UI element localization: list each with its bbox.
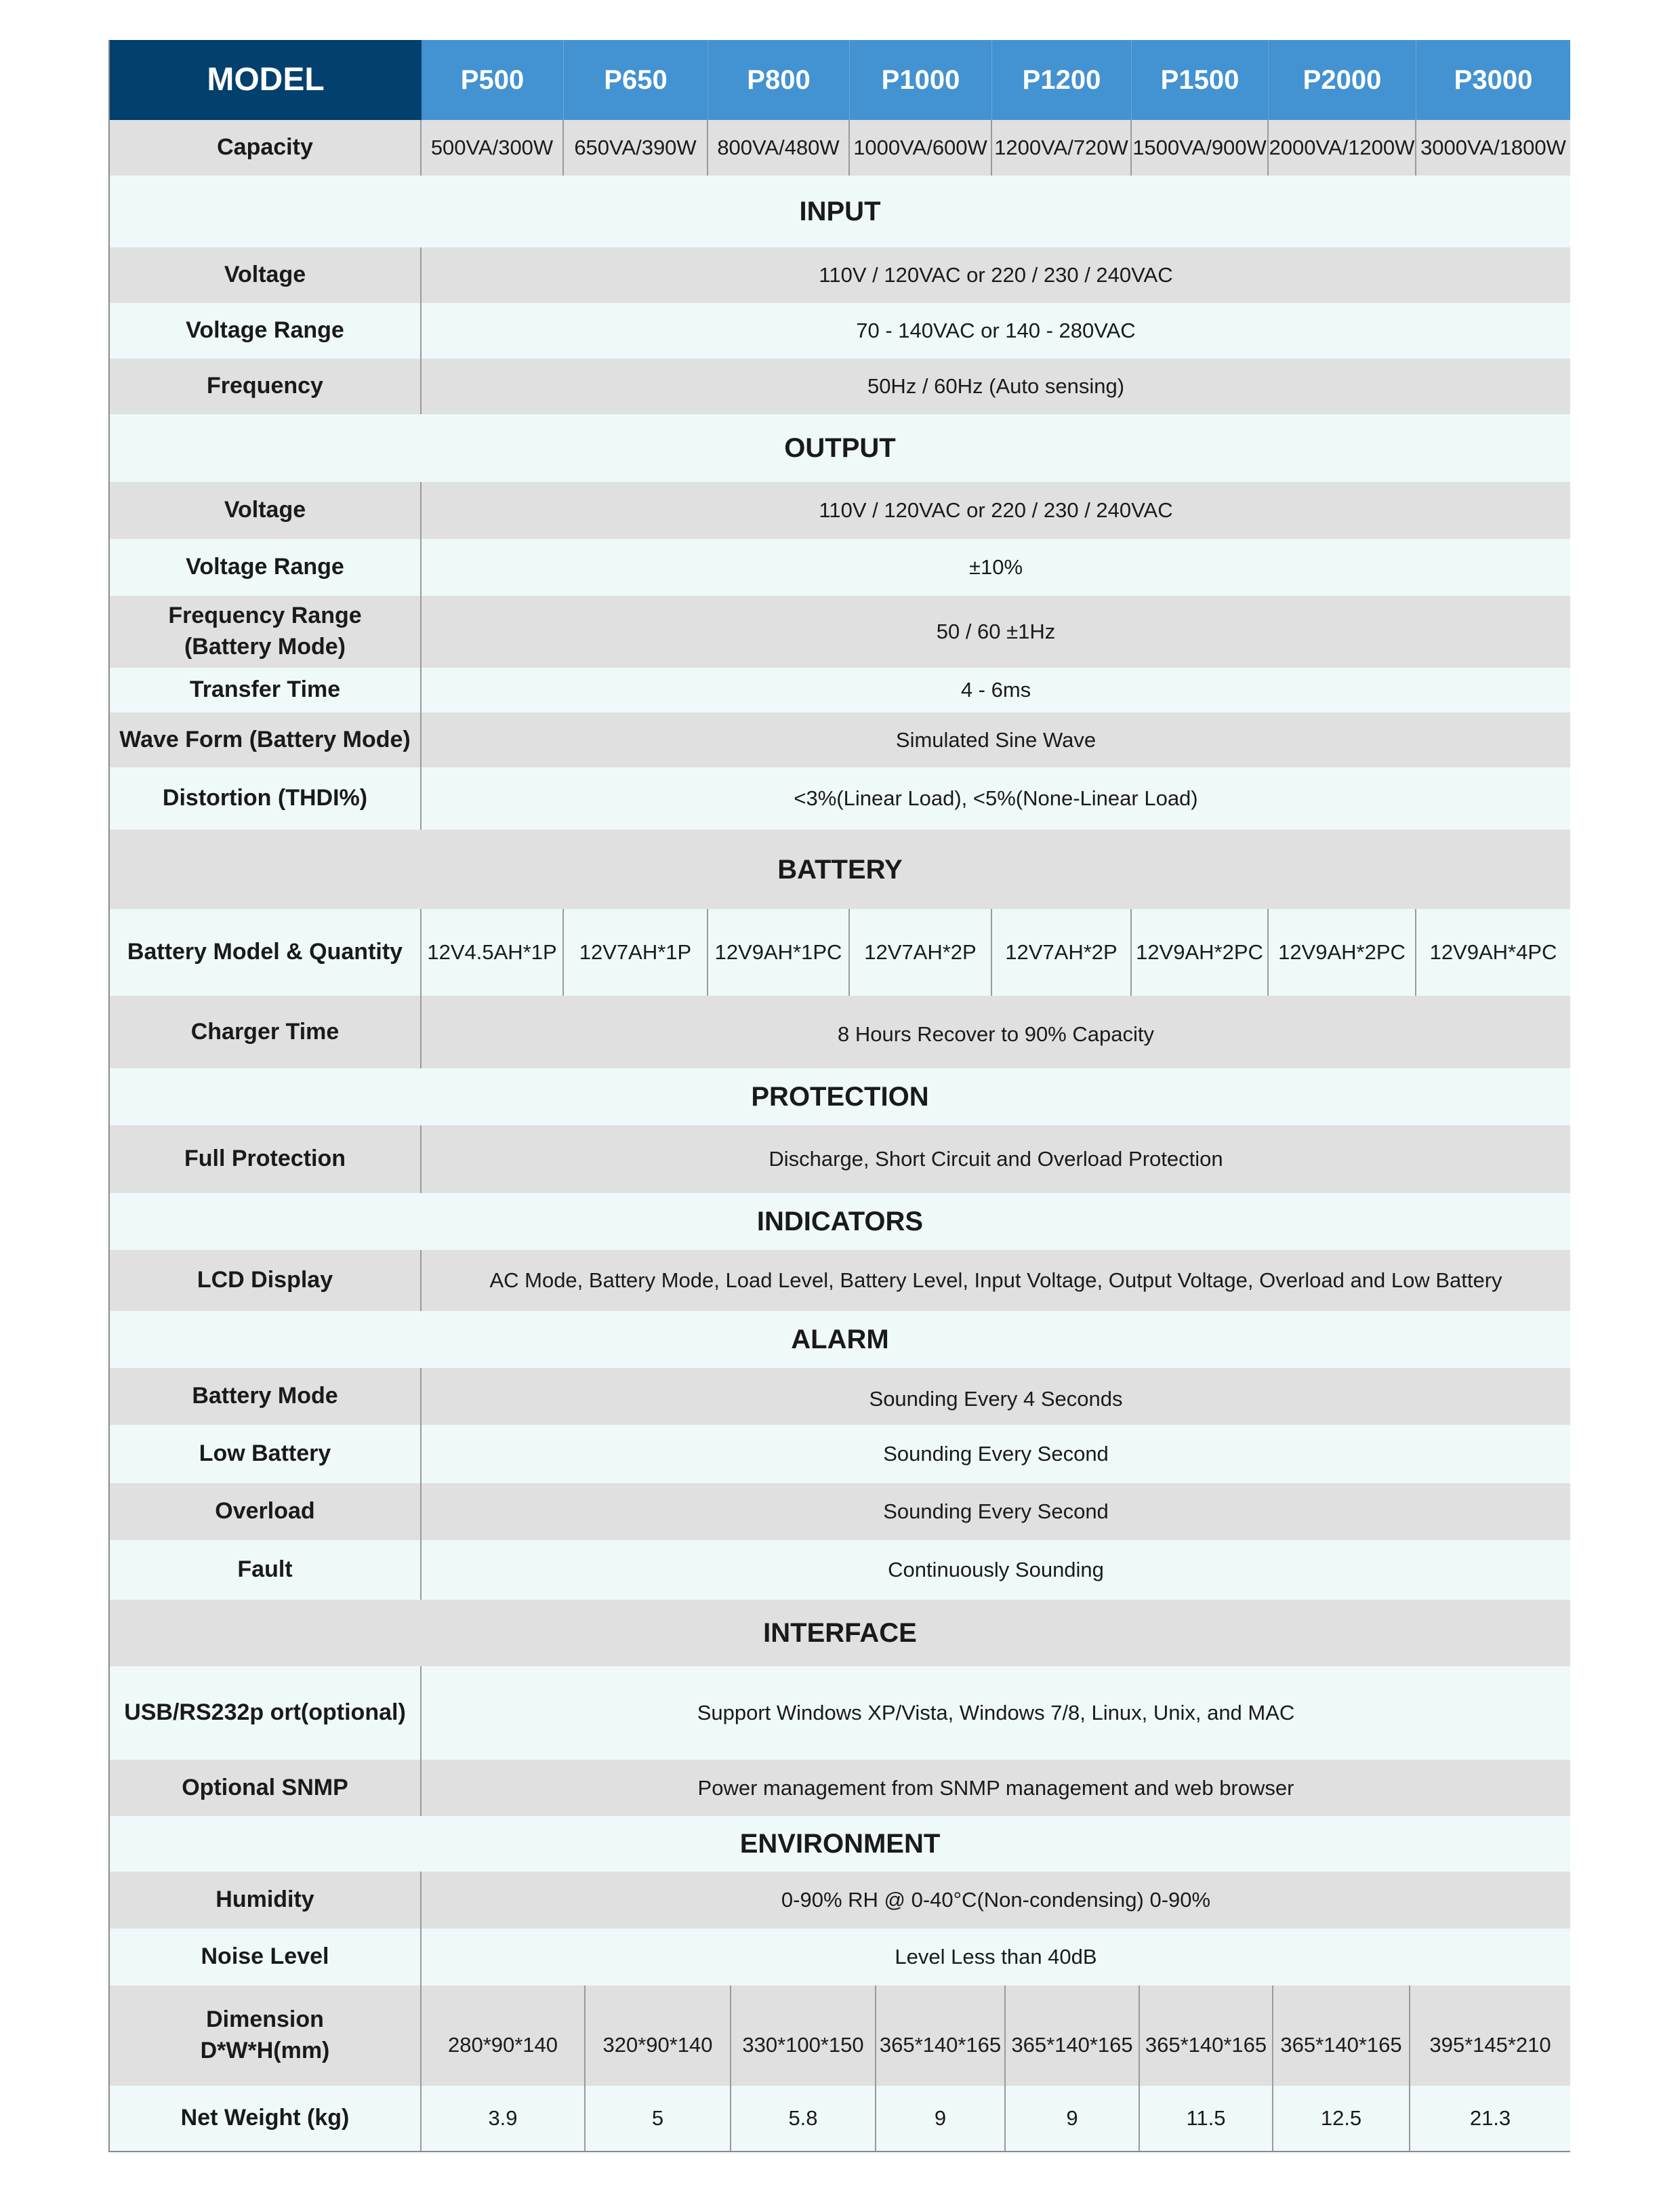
row-label: Frequency [110,359,422,414]
row-value: <3%(Linear Load), <5%(None-Linear Load) [794,786,1198,811]
battery-value: 12V7AH*2P [850,909,992,996]
row-label: Transfer Time [110,668,422,712]
section-protection [110,1068,1570,1125]
row-label: Low Battery [110,1425,422,1483]
row-label-line1: Frequency Range [168,603,362,629]
weight-row [110,2086,1570,2151]
spec-row [110,668,1570,712]
weight-value: 9 [876,2086,1006,2151]
section-title: ALARM [791,1325,889,1354]
row-value: Sounding Every Second [883,1442,1109,1466]
row-label: Full Protection [110,1125,422,1193]
row-label-line1: Dimension [206,2006,324,2033]
spec-row [110,1872,1570,1929]
spec-row [110,1125,1570,1193]
row-label: Fault [110,1540,422,1600]
weight-value: 5.8 [731,2086,876,2151]
row-value: Support Windows XP/Vista, Windows 7/8, Linux, Unix, and MAC [697,1701,1295,1725]
battery-model-row [110,909,1570,996]
model-name: P650 [564,40,708,120]
battery-value: 12V9AH*2PC [1132,909,1269,996]
spec-row [110,1250,1570,1311]
spec-row [110,596,1570,668]
section-output [110,414,1570,482]
row-label [110,596,422,668]
row-value: Level Less than 40dB [895,1945,1097,1969]
row-value: AC Mode, Battery Mode, Load Level, Battery Level, Input Voltage, Output Voltage, Overload and Low Battery [489,1268,1502,1293]
capacity-value: 2000VA/1200W [1269,120,1416,176]
section-title: INDICATORS [756,1207,924,1236]
row-label: Humidity [110,1872,422,1929]
row-value: Sounding Every Second [883,1499,1109,1524]
row-label: Voltage Range [110,539,422,596]
section-input [110,176,1570,247]
model-name: P1500 [1132,40,1269,120]
weight-value: 5 [586,2086,731,2151]
dimension-value: 365*140*165 [1140,1985,1273,2086]
section-battery [110,830,1570,909]
section-title: INPUT [799,197,881,226]
spec-row [110,712,1570,767]
spec-row [110,1368,1570,1425]
model-header-label: MODEL [110,40,422,120]
spec-row [110,1929,1570,1985]
row-label: Wave Form (Battery Mode) [110,712,422,767]
row-value: 110V / 120VAC or 220 / 230 / 240VAC [819,263,1173,287]
row-label: Overload [110,1483,422,1540]
section-title: BATTERY [777,854,903,885]
dimension-value: 365*140*165 [1006,1985,1140,2086]
spec-row [110,359,1570,414]
row-value: 70 - 140VAC or 140 - 280VAC [856,319,1136,343]
model-name: P1000 [850,40,992,120]
weight-value: 12.5 [1273,2086,1410,2151]
row-label: Noise Level [110,1929,422,1985]
capacity-value: 500VA/300W [422,120,564,176]
dimension-row [110,1985,1570,2086]
row-value: Sounding Every 4 Seconds [869,1387,1123,1411]
model-name: P3000 [1416,40,1570,120]
row-label: Charger Time [110,996,422,1068]
capacity-value: 1000VA/600W [850,120,992,176]
battery-value: 12V9AH*2PC [1269,909,1416,996]
dimension-value: 365*140*165 [876,1985,1006,2086]
spec-row [110,1540,1570,1600]
model-name: P1200 [992,40,1132,120]
spec-row [110,996,1570,1068]
capacity-row [110,120,1570,176]
weight-value: 11.5 [1140,2086,1273,2151]
spec-row [110,1425,1570,1483]
capacity-value: 1500VA/900W [1132,120,1269,176]
row-label: Capacity [110,120,422,176]
row-value: Power management from SNMP management and web browser [697,1775,1294,1800]
row-value: Simulated Sine Wave [895,727,1097,752]
model-name: P2000 [1269,40,1416,120]
row-label: Battery Mode [110,1368,422,1425]
dimension-value: 330*100*150 [731,1985,876,2086]
capacity-value: 800VA/480W [708,120,850,176]
section-alarm [110,1311,1570,1368]
section-indicators [110,1193,1570,1250]
row-label: USB/RS232p ort(optional) [110,1666,422,1760]
battery-value: 12V7AH*1P [564,909,708,996]
row-value: 0-90% RH @ 0-40°C(Non-condensing) 0-90% [781,1888,1211,1912]
weight-value: 9 [1006,2086,1140,2151]
row-value: 4 - 6ms [960,678,1031,702]
spec-row [110,1760,1570,1816]
section-title: OUTPUT [784,433,896,463]
row-label-line2: D*W*H(mm) [200,2038,330,2063]
spec-row [110,303,1570,359]
row-label: Optional SNMP [110,1760,422,1816]
section-environment [110,1816,1570,1872]
row-value: 50 / 60 ±1Hz [936,620,1056,644]
spec-row [110,482,1570,539]
row-value: 8 Hours Recover to 90% Capacity [838,1022,1154,1046]
model-header-row [110,40,1570,120]
spec-table [108,40,1570,2152]
row-value: 50Hz / 60Hz (Auto sensing) [867,374,1125,399]
capacity-value: 3000VA/1800W [1420,136,1566,160]
battery-value: 12V4.5AH*1P [422,909,564,996]
dimension-value: 365*140*165 [1273,1985,1410,2086]
row-label: Battery Model & Quantity [110,909,422,996]
dimension-value: 320*90*140 [586,1985,731,2086]
section-interface [110,1600,1570,1666]
spec-row [110,247,1570,303]
weight-value: 21.3 [1469,2106,1511,2131]
row-label: Voltage Range [110,303,422,359]
row-label: Voltage [110,482,422,539]
weight-value: 3.9 [422,2086,586,2151]
spec-row [110,1666,1570,1760]
section-title: PROTECTION [751,1082,929,1112]
battery-value: 12V7AH*2P [992,909,1132,996]
capacity-value: 1200VA/720W [992,120,1132,176]
section-title: INTERFACE [763,1618,917,1648]
model-name: P800 [708,40,850,120]
row-label: Voltage [110,247,422,303]
battery-value: 12V9AH*1PC [708,909,850,996]
row-value: 110V / 120VAC or 220 / 230 / 240VAC [819,498,1173,523]
spec-row [110,539,1570,596]
capacity-value: 650VA/390W [564,120,708,176]
row-value: Continuously Sounding [888,1558,1104,1582]
spec-row [110,1483,1570,1540]
row-value: Discharge, Short Circuit and Overload Protection [769,1147,1223,1171]
dimension-value: 395*145*210 [1429,2033,1551,2057]
row-label: LCD Display [110,1250,422,1311]
dimension-value: 280*90*140 [422,1985,586,2086]
row-label: Net Weight (kg) [110,2086,422,2151]
row-label: Distortion (THDI%) [110,767,422,830]
model-name: P500 [422,40,564,120]
row-label [110,1985,422,2086]
spec-row [110,767,1570,830]
row-label-line2: (Battery Mode) [184,634,346,660]
section-title: ENVIRONMENT [739,1829,941,1859]
battery-value: 12V9AH*4PC [1429,940,1557,965]
row-value: ±10% [968,555,1023,580]
